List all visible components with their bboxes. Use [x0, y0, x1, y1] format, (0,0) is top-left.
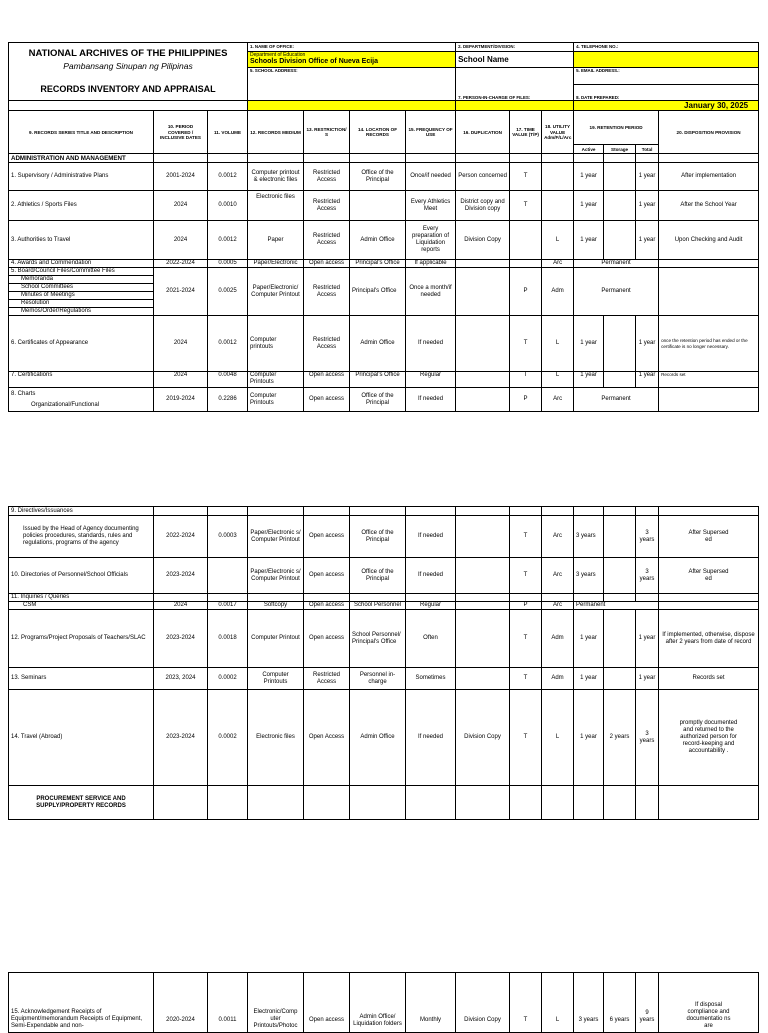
- dept-label: 2. DEPARTMENT/DIVISION:: [458, 44, 516, 50]
- record-location: Admin Office: [350, 690, 406, 786]
- record-volume: 0.0002: [208, 668, 248, 690]
- col-header-16: 16. DUPLICATION: [456, 111, 510, 154]
- record-restriction: Restricted Access: [304, 316, 350, 372]
- table-row: [9, 594, 759, 602]
- record-medium: Electronic files: [248, 690, 304, 786]
- email-cell: [574, 68, 759, 85]
- record-disposition: Upon Checking and Audit: [659, 221, 759, 260]
- table-row: [9, 268, 759, 276]
- record-duplication: Person concerned: [456, 163, 510, 191]
- record-active: 3 years: [574, 973, 604, 1033]
- tel-value-cell: [574, 52, 759, 68]
- col-header-13: 13. RESTRICTION/ S: [304, 111, 350, 154]
- col-header-9: 9. RECORDS SERIES TITLE AND DESCRIPTION: [9, 111, 154, 154]
- record-total: 1 year: [636, 163, 659, 191]
- record-time-value: P: [510, 602, 542, 610]
- record-storage: [604, 516, 636, 558]
- record-medium: Paper/Electronic s/ Computer Printout: [248, 516, 304, 558]
- date-value: January 30, 2025: [574, 101, 759, 111]
- record-period: 2024: [154, 372, 208, 388]
- record-restriction: Open access: [304, 602, 350, 610]
- record-period: 2001-2024: [154, 163, 208, 191]
- record-title: 5. Board/Council Files/Committee Files: [9, 268, 154, 276]
- record-active: 1 year: [574, 668, 604, 690]
- record-period: 2024: [154, 602, 208, 610]
- record-medium: Paper/Electronic s/ Computer Printout: [248, 558, 304, 594]
- table-row: [9, 221, 759, 260]
- record-frequency: If needed: [406, 316, 456, 372]
- record-title: 7. Certifications: [9, 372, 154, 388]
- record-volume: [208, 558, 248, 594]
- record-storage: 6 years: [604, 973, 636, 1033]
- record-frequency: Once/if needed: [406, 163, 456, 191]
- record-time-value: T: [510, 558, 542, 594]
- record-storage: [604, 610, 636, 668]
- record-medium: Paper/Electronic: [248, 260, 304, 268]
- col-header-storage: Storage: [604, 145, 636, 154]
- record-utility-value: L: [542, 316, 574, 372]
- record-volume: 0.0012: [208, 221, 248, 260]
- record-disposition: [659, 268, 759, 316]
- record-time-value: T: [510, 973, 542, 1033]
- record-duplication: Division Copy: [456, 221, 510, 260]
- tel-label-cell: [574, 43, 759, 52]
- record-subitem: Memoranda: [9, 276, 154, 284]
- record-location: Admin Office/ Liquidation folders: [350, 973, 406, 1033]
- record-medium: Softcopy: [248, 602, 304, 610]
- record-medium: Computer Printouts: [248, 372, 304, 388]
- table-row: [9, 516, 759, 558]
- record-frequency: Sometimes: [406, 668, 456, 690]
- record-restriction: Open access: [304, 610, 350, 668]
- record-total: 1 year: [636, 316, 659, 372]
- record-utility-value: Arc: [542, 516, 574, 558]
- person-label: 7. PERSON-IN-CHARGE OF FILES:: [458, 94, 531, 100]
- record-location: Office of the Principal: [350, 558, 406, 594]
- record-period: 2021-2024: [154, 268, 208, 316]
- office-label-cell: [248, 43, 456, 52]
- record-duplication: [456, 388, 510, 412]
- inventory-sheet-page-1: [8, 42, 758, 412]
- record-title: 13. Seminars: [9, 668, 154, 690]
- record-volume: 0.0018: [208, 610, 248, 668]
- record-title: 6. Certificates of Appearance: [9, 316, 154, 372]
- record-location: Principal's Office: [350, 260, 406, 268]
- record-storage: [604, 221, 636, 260]
- table-row: [9, 372, 759, 388]
- record-medium: Paper: [248, 221, 304, 260]
- address-cell: [248, 68, 456, 101]
- record-restriction: Open Access: [304, 690, 350, 786]
- col-header-10: 10. PERIOD COVERED / INCLUSIVE DATES: [154, 111, 208, 154]
- record-frequency: Regular: [406, 372, 456, 388]
- table-row: [9, 610, 759, 668]
- record-period: 2019-2024: [154, 388, 208, 412]
- record-active: 3 years: [574, 558, 604, 594]
- record-frequency: If needed: [406, 516, 456, 558]
- table-row: [9, 388, 759, 412]
- record-restriction: Open access: [304, 260, 350, 268]
- address-label: 5. SCHOOL ADDRESS:: [250, 68, 298, 73]
- record-location: School Personnel: [350, 602, 406, 610]
- record-title: 14. Travel (Abroad): [9, 690, 154, 786]
- record-duplication: [456, 610, 510, 668]
- record-disposition: [659, 260, 759, 268]
- record-time-value: T: [510, 191, 542, 221]
- record-volume: 0.0005: [208, 260, 248, 268]
- record-duplication: [456, 558, 510, 594]
- record-duplication: [456, 316, 510, 372]
- record-disposition: [659, 602, 759, 610]
- record-duplication: [456, 372, 510, 388]
- record-subitem: CSM: [9, 602, 154, 610]
- record-title-text: 8. Charts: [11, 390, 36, 397]
- record-frequency: If needed: [406, 558, 456, 594]
- record-retention-permanent: Permanent: [574, 260, 659, 268]
- office-value-dept: Department of Education: [250, 51, 306, 58]
- record-restriction: Open access: [304, 388, 350, 412]
- col-header-total: Total: [636, 145, 659, 154]
- record-utility-value: L: [542, 690, 574, 786]
- record-title: 4. Awards and Commendation: [9, 260, 154, 268]
- table-row: [9, 260, 759, 268]
- record-active: 3 years: [574, 516, 604, 558]
- record-location: Admin Office: [350, 316, 406, 372]
- record-volume: 0.0010: [208, 191, 248, 221]
- col-header-15: 15. FREQUENCY OF USE: [406, 111, 456, 154]
- record-time-value: T: [510, 690, 542, 786]
- record-utility-value: Adm: [542, 610, 574, 668]
- record-disposition: After the School Year: [659, 191, 759, 221]
- record-volume: 0.0011: [208, 973, 248, 1033]
- record-utility-value: Adm: [542, 668, 574, 690]
- record-total: 1 year: [636, 191, 659, 221]
- record-storage: [604, 668, 636, 690]
- record-active: 1 year: [574, 163, 604, 191]
- record-storage: [604, 163, 636, 191]
- record-disposition: If implemented, otherwise, dispose after 2 years from date of record: [659, 610, 759, 668]
- spacer-cell: [9, 101, 248, 111]
- inventory-sheet-page-2: [8, 506, 758, 820]
- record-location: Office of the Principal: [350, 388, 406, 412]
- record-utility-value: Adm: [542, 268, 574, 316]
- record-active: 1 year: [574, 610, 604, 668]
- record-active: 1 year: [574, 690, 604, 786]
- record-total: 1 year: [636, 610, 659, 668]
- section-admin-management: ADMINISTRATION AND MANAGEMENT: [9, 154, 154, 163]
- record-time-value: T: [510, 316, 542, 372]
- record-utility-value: Arc: [542, 260, 574, 268]
- record-retention-permanent: Permanent: [574, 388, 659, 412]
- record-title: 10. Directories of Personnel/School Officials: [9, 558, 154, 594]
- record-medium: Computer Printouts: [248, 668, 304, 690]
- record-title: 9. Directives/Issuances: [9, 507, 154, 516]
- col-header-19: 19. RETENTION PERIOD: [574, 111, 659, 145]
- record-title: 12. Programs/Project Proposals of Teachers/SLAC: [9, 610, 154, 668]
- record-period: 2024: [154, 316, 208, 372]
- date-label: 8. DATE PREPARED:: [576, 94, 620, 100]
- record-location: Office of the Principal: [350, 163, 406, 191]
- record-volume: 0.0003: [208, 516, 248, 558]
- record-medium: Paper/Electronic/ Computer Printout: [248, 268, 304, 316]
- dept-value: School Name: [458, 54, 509, 64]
- record-medium: Computer Printouts: [248, 388, 304, 412]
- record-title: [9, 388, 154, 412]
- person-cell: [456, 68, 574, 101]
- record-utility-value: Arc: [542, 602, 574, 610]
- record-time-value: P: [510, 268, 542, 316]
- record-retention-permanent: Permanent: [574, 268, 659, 316]
- record-restriction: Restricted Access: [304, 191, 350, 221]
- record-period: 2023-2024: [154, 558, 208, 594]
- record-time-value: P: [510, 388, 542, 412]
- record-frequency: Every preparation of Liquidation reports: [406, 221, 456, 260]
- record-frequency: If needed: [406, 690, 456, 786]
- record-total: 1 year: [636, 668, 659, 690]
- record-restriction: Open access: [304, 516, 350, 558]
- record-utility-value: Arc: [542, 388, 574, 412]
- record-disposition: Records set: [659, 372, 759, 388]
- tel-label: 4. TELEPHONE NO.:: [576, 44, 619, 50]
- section-procurement: PROCUREMENT SERVICE AND SUPPLY/PROPERTY RECORDS: [9, 786, 154, 820]
- record-location: Office of the Principal: [350, 516, 406, 558]
- dept-value-cell: [456, 52, 574, 68]
- record-volume: 0.0002: [208, 690, 248, 786]
- record-restriction: Restricted Access: [304, 268, 350, 316]
- record-total: 1 year: [636, 221, 659, 260]
- dept-label-cell: [456, 43, 574, 52]
- record-period: 2024: [154, 221, 208, 260]
- record-medium: Computer printout & electronic files: [248, 163, 304, 191]
- col-header-11: 11. VOLUME: [208, 111, 248, 154]
- record-disposition: After Supersed ed: [659, 516, 759, 558]
- record-subitem: Resolution: [9, 300, 154, 308]
- record-utility-value: L: [542, 973, 574, 1033]
- record-frequency: If applicable: [406, 260, 456, 268]
- record-utility-value: [542, 191, 574, 221]
- record-active: 1 year: [574, 316, 604, 372]
- record-duplication: [456, 260, 510, 268]
- record-frequency: Every Athletics Meet: [406, 191, 456, 221]
- record-restriction: Open access: [304, 372, 350, 388]
- record-subitem: Issued by the Head of Agency documenting policies procedures, standards, rules and regulations, programs of the agency: [9, 516, 154, 558]
- record-total: 1 year: [636, 372, 659, 388]
- record-medium: Computer Printout: [248, 610, 304, 668]
- record-period: 2022-2024: [154, 260, 208, 268]
- record-disposition: If disposal compliance and documentatio ns are: [659, 973, 759, 1033]
- record-total: 3 years: [636, 558, 659, 594]
- email-label: 5. EMAIL ADDRESS.:: [576, 68, 620, 73]
- table-row: [9, 507, 759, 516]
- record-restriction: Open access: [304, 558, 350, 594]
- office-label: 1. NAME OF OFFICE:: [250, 44, 294, 50]
- record-disposition: After Supersed ed: [659, 558, 759, 594]
- table-row: [9, 668, 759, 690]
- record-title: 15. Acknowledgement Receipts of Equipment/memorandum Receipts of Equipment, Semi-Expendable and non-: [9, 973, 154, 1033]
- record-storage: [604, 191, 636, 221]
- address-value-cell: [248, 101, 456, 111]
- record-subitem: Minutes of Meetings: [9, 292, 154, 300]
- office-value-sdo: Schools Division Office of Nueva Ecija: [250, 58, 378, 66]
- record-frequency: Monthly: [406, 973, 456, 1033]
- table-row: [9, 558, 759, 594]
- table-row: [9, 690, 759, 786]
- record-restriction: Restricted Access: [304, 221, 350, 260]
- record-disposition: once the retention period has ended or the certificate is no longer necessary.: [659, 316, 759, 372]
- col-header-20: 20. DISPOSITION PROVISION: [659, 111, 759, 154]
- record-duplication: Division Copy: [456, 973, 510, 1033]
- record-storage: [604, 372, 636, 388]
- col-header-12: 12. RECORDS MEDIUM: [248, 111, 304, 154]
- record-frequency: Once a month/if needed: [406, 268, 456, 316]
- record-frequency: Often: [406, 610, 456, 668]
- record-restriction: Restricted Access: [304, 668, 350, 690]
- record-period: 2022-2024: [154, 516, 208, 558]
- record-duplication: District copy and Division copy: [456, 191, 510, 221]
- record-volume: 0.0012: [208, 316, 248, 372]
- archive-subtitle: Pambansang Sinupan ng Pilipinas: [63, 60, 193, 71]
- record-title: 11. Inquiries / Queries: [9, 594, 154, 602]
- record-utility-value: [542, 163, 574, 191]
- record-frequency: Regular: [406, 602, 456, 610]
- record-duplication: Division Copy: [456, 690, 510, 786]
- record-active: 1 year: [574, 191, 604, 221]
- record-storage: 2 years: [604, 690, 636, 786]
- record-total: 3 years: [636, 516, 659, 558]
- record-period: 2023-2024: [154, 610, 208, 668]
- record-time-value: [510, 260, 542, 268]
- record-total: 9 years: [636, 973, 659, 1033]
- record-location: School Personnel/ Principal's Office: [350, 610, 406, 668]
- record-volume: 0.0012: [208, 163, 248, 191]
- record-time-value: T: [510, 610, 542, 668]
- record-duplication: [456, 668, 510, 690]
- record-disposition: promptly documented and returned to the authorized person for record-keeping and accountability .: [659, 690, 759, 786]
- record-location: Principal's Office: [350, 372, 406, 388]
- record-title: 2. Athletics / Sports Files: [9, 191, 154, 221]
- form-title: RECORDS INVENTORY AND APPRAISAL: [40, 83, 216, 94]
- record-total: 3 years: [636, 690, 659, 786]
- record-time-value: T: [510, 516, 542, 558]
- col-header-active: Active: [574, 145, 604, 154]
- record-duplication: [456, 602, 510, 610]
- record-disposition: After implementation: [659, 163, 759, 191]
- record-medium: Electronic files: [248, 191, 304, 221]
- record-time-value: T: [510, 668, 542, 690]
- record-storage: [604, 558, 636, 594]
- record-volume: 0.2286: [208, 388, 248, 412]
- office-value-cell: [248, 52, 456, 68]
- record-title: 1. Supervisory / Administrative Plans: [9, 163, 154, 191]
- record-retention-permanent: Permanent: [574, 602, 659, 610]
- record-subitem: School Committees: [9, 284, 154, 292]
- record-period: 2023-2024: [154, 690, 208, 786]
- person-value-cell: [456, 101, 574, 111]
- col-header-18: 18. UTILITY VALUE Adm/F/L/Arc: [542, 111, 574, 154]
- form-title-block: [9, 43, 248, 101]
- table-row: [9, 786, 759, 820]
- record-duplication: [456, 268, 510, 316]
- record-title: 3. Authorities to Travel: [9, 221, 154, 260]
- date-label-cell: [574, 85, 759, 101]
- col-header-17: 17. TIME VALUE (T/P): [510, 111, 542, 154]
- record-period: 2024: [154, 191, 208, 221]
- record-restriction: Restricted Access: [304, 163, 350, 191]
- record-medium: Computer printouts: [248, 316, 304, 372]
- table-row: [9, 316, 759, 372]
- record-time-value: T: [510, 163, 542, 191]
- record-time-value: [510, 221, 542, 260]
- record-location: [350, 191, 406, 221]
- archive-name: NATIONAL ARCHIVES OF THE PHILIPPINES: [28, 47, 228, 59]
- record-active: 1 year: [574, 372, 604, 388]
- record-location: Admin Office: [350, 221, 406, 260]
- record-time-value: T: [510, 372, 542, 388]
- record-utility-value: L: [542, 221, 574, 260]
- record-frequency: If needed: [406, 388, 456, 412]
- record-disposition: Records set: [659, 668, 759, 690]
- record-location: Personnel in-charge: [350, 668, 406, 690]
- table-row: [9, 163, 759, 191]
- record-restriction: Open access: [304, 973, 350, 1033]
- record-medium: Electronic/Comp uter Printouts/Photoc: [248, 973, 304, 1033]
- record-storage: [604, 316, 636, 372]
- record-volume: 0.0017: [208, 602, 248, 610]
- col-header-14: 14. LOCATION OF RECORDS: [350, 111, 406, 154]
- record-disposition: [659, 388, 759, 412]
- table-row: [9, 191, 759, 221]
- record-volume: 0.0025: [208, 268, 248, 316]
- record-volume: 0.0048: [208, 372, 248, 388]
- record-subitem: Organizational/Functional: [31, 401, 100, 408]
- table-row: [9, 602, 759, 610]
- record-active: 1 year: [574, 221, 604, 260]
- record-period: 2023, 2024: [154, 668, 208, 690]
- record-utility-value: Arc: [542, 558, 574, 594]
- record-period: 2020-2024: [154, 973, 208, 1033]
- record-subitem: Memos/Order/Regulations: [9, 308, 154, 316]
- record-duplication: [456, 516, 510, 558]
- record-location: Principal's Office: [350, 268, 406, 316]
- record-utility-value: L: [542, 372, 574, 388]
